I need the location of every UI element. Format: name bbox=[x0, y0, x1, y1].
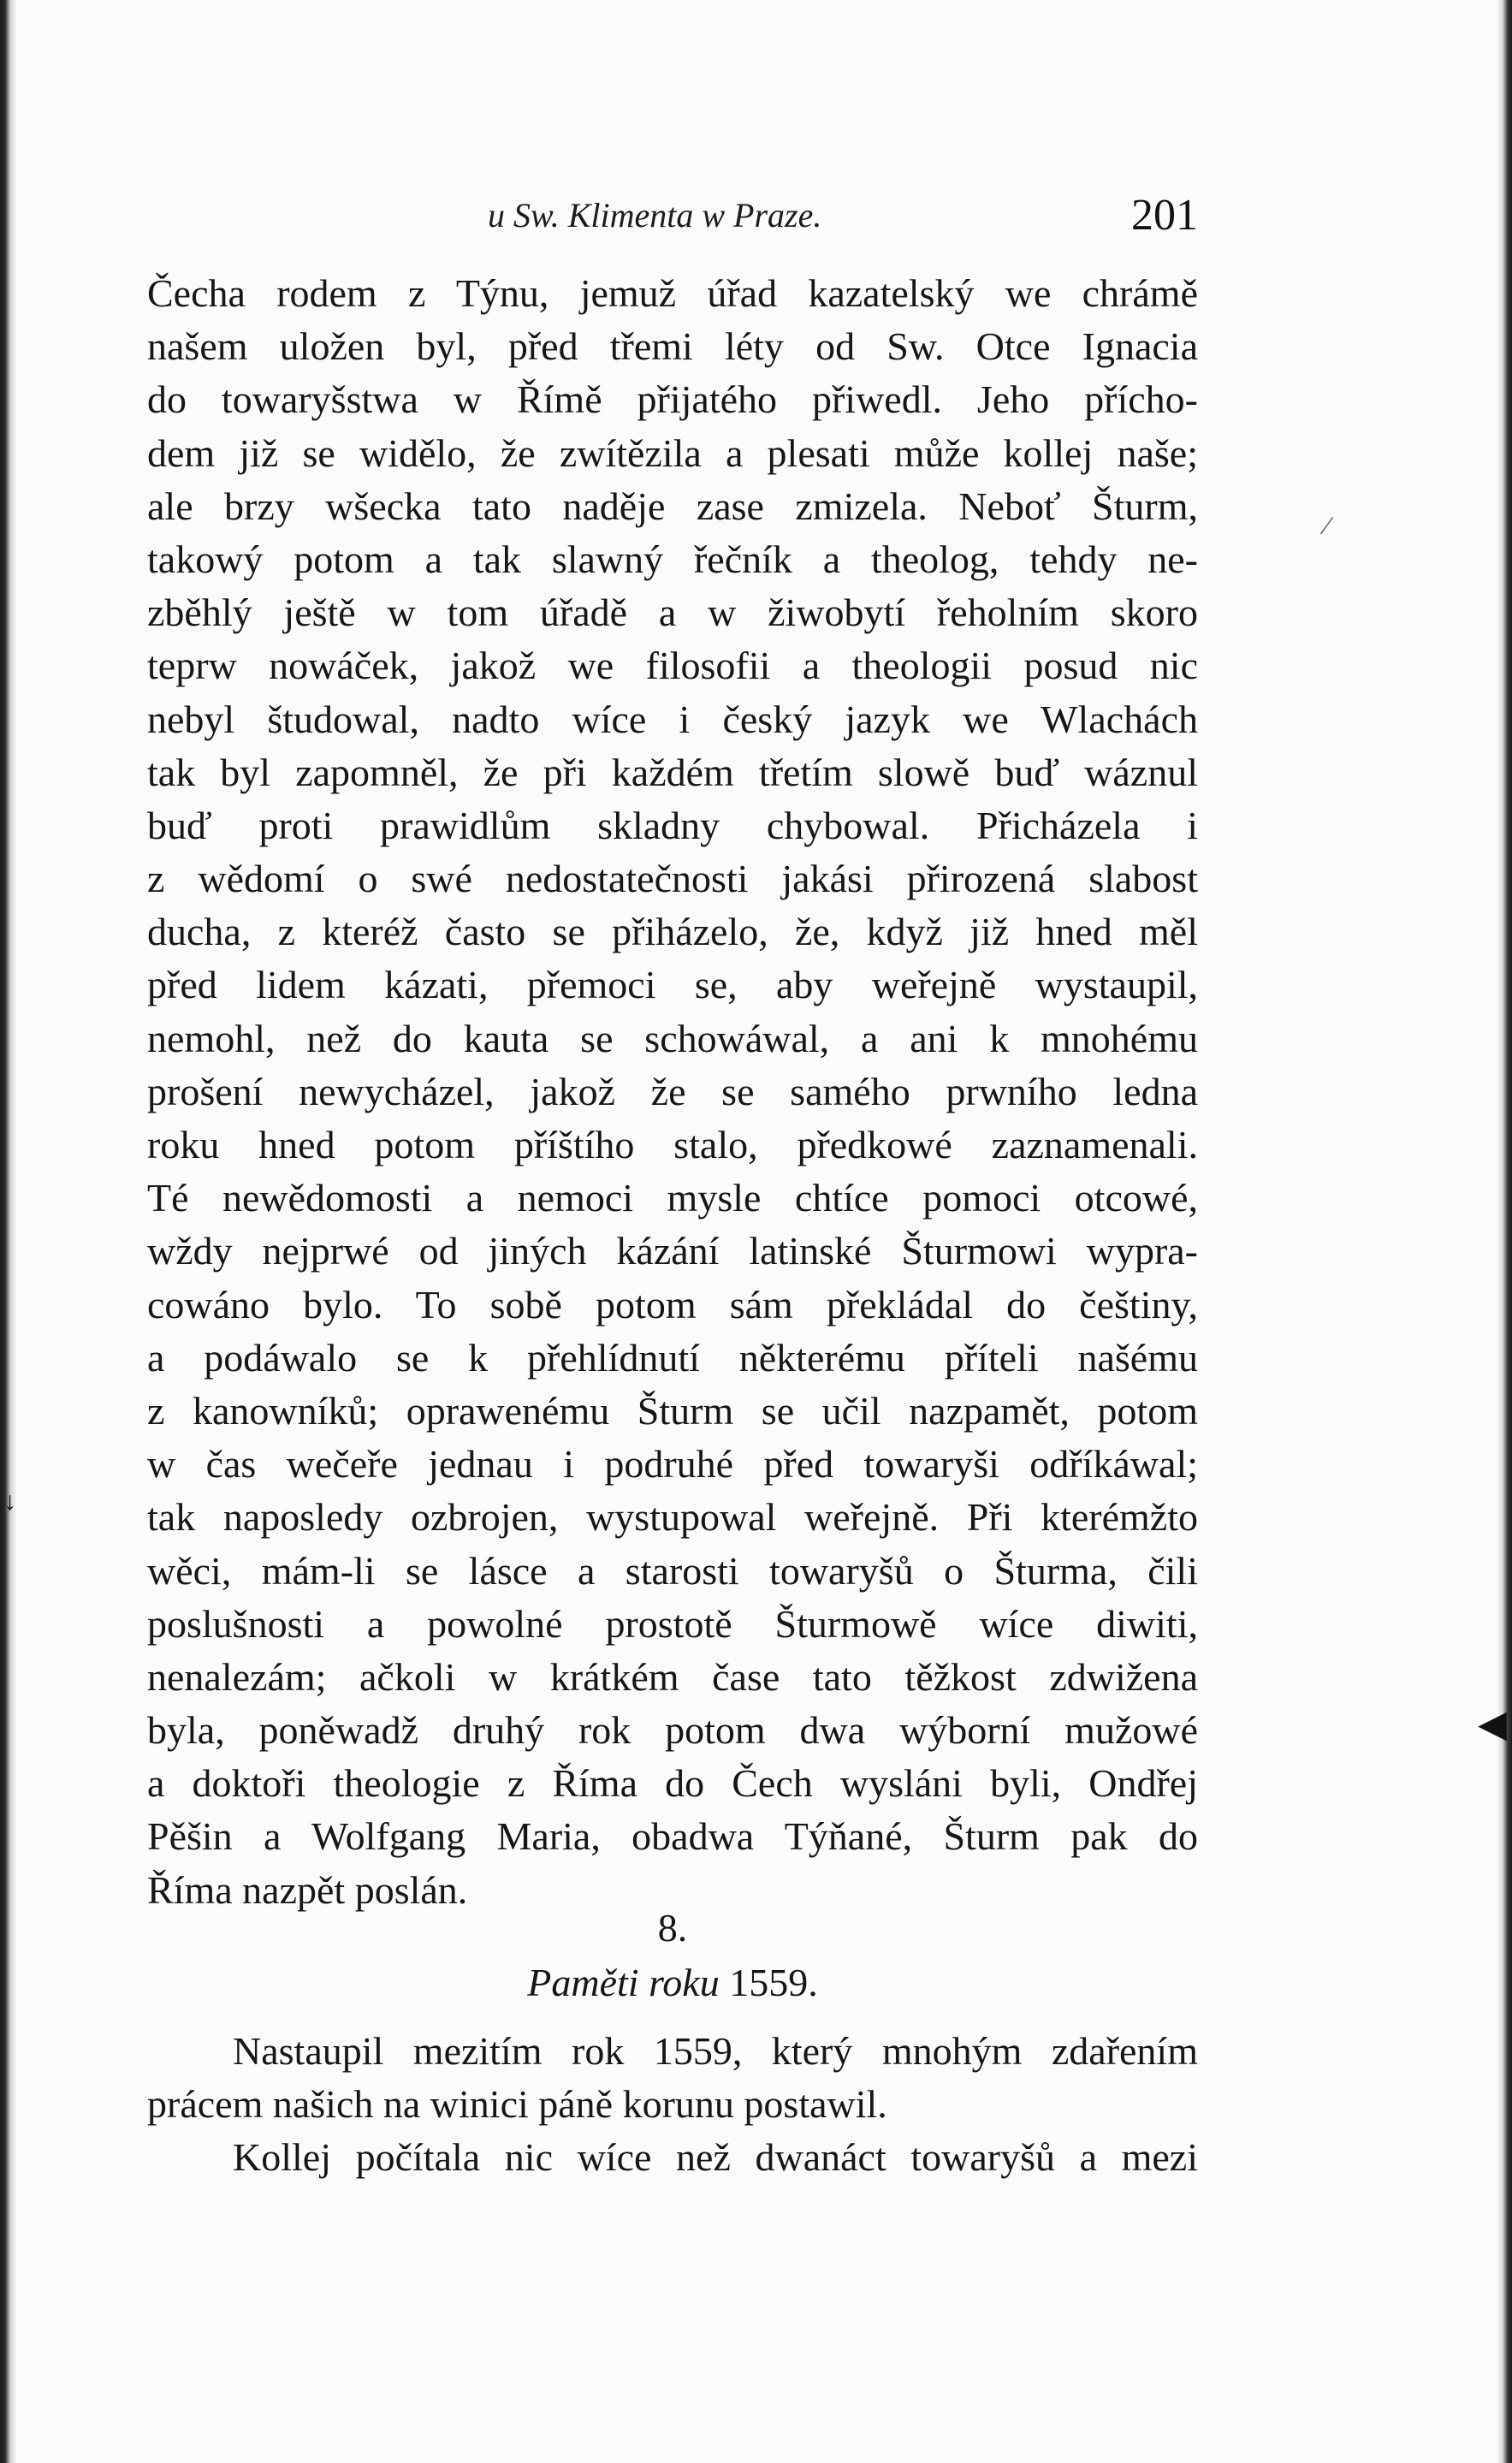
margin-tab-mark: ◀ bbox=[1478, 1703, 1507, 1745]
text-line: prošení newycházel, jakož že se samého prwního ledna bbox=[147, 1069, 1198, 1113]
text-line: w čas wečeře jednau i podruhé před towaryši odříkáwal; bbox=[147, 1442, 1198, 1487]
section-text bbox=[147, 2025, 1198, 2185]
text-line: wždy nejprwé od jiných kázání latinské Šturmowi wypra- bbox=[147, 1229, 1198, 1273]
text-line: Té newědomosti a nemoci mysle chtíce pomoci otcowé, bbox=[147, 1176, 1198, 1220]
text-line: a podáwalo se k přehlídnutí některému příteli našému bbox=[147, 1335, 1198, 1380]
text-line: nenalezám; ačkoli w krátkém čase tato těžkost zdwižena bbox=[147, 1654, 1198, 1699]
text-line: Kollej počítala nic wíce než dwanáct towaryšů a mezi bbox=[233, 2135, 1198, 2180]
text-line: tak byl zapomněl, že při každém třetím slowě buď wáznul bbox=[147, 750, 1198, 794]
section-year: 1559. bbox=[729, 1961, 818, 2004]
scan-left-edge bbox=[0, 0, 17, 2463]
text-line: buď proti prawidlům skladny chybowal. Přicházela i bbox=[147, 803, 1198, 847]
text-line: Nastaupil mezitím rok 1559, který mnohým zdařením bbox=[233, 2029, 1198, 2073]
text-line: Říma nazpět poslán. bbox=[147, 1867, 468, 1912]
text-line: cowáno bylo. To sobě potom sám překládal do češtiny, bbox=[147, 1282, 1198, 1326]
margin-pencil-mark: ⁄ bbox=[1325, 512, 1330, 540]
page-number: 201 bbox=[1131, 191, 1198, 240]
running-header bbox=[145, 190, 1198, 241]
text-line: ale brzy wšecka tato naděje zase zmizela. Neboť Šturm, bbox=[147, 484, 1198, 528]
text-line: byla, poněwadž druhý rok potom dwa wýborní mužowé bbox=[147, 1708, 1198, 1753]
text-line: zběhlý ještě w tom úřadě a w žiwobytí řeholním skoro bbox=[147, 591, 1198, 635]
text-line: z wědomí o swé nedostatečnosti jakási přirozená slabost bbox=[147, 857, 1198, 901]
scan-right-edge bbox=[1497, 0, 1512, 2463]
text-line: Čecha rodem z Týnu, jemuž úřad kazatelský we chrámě bbox=[147, 271, 1198, 315]
text-line: nebyl študowal, nadto wíce i český jazyk we Wlachách bbox=[147, 697, 1198, 741]
section-number: 8. bbox=[657, 1906, 688, 1950]
body-text bbox=[147, 267, 1198, 1917]
section-title: Paměti roku bbox=[527, 1961, 720, 2004]
text-line: roku hned potom příštího stalo, předkowé zaznamenali. bbox=[147, 1123, 1198, 1166]
text-line: a doktoři theologie z Říma do Čech wysláni byli, Ondřej bbox=[147, 1761, 1198, 1806]
text-line: z kanowníků; oprawenému Šturm se učil nazpamět, potom bbox=[147, 1388, 1198, 1433]
text-line: prácem našich na winici páně korunu postawil. bbox=[147, 2082, 887, 2127]
text-line: poslušnosti a powolné prostotě Šturmowě wíce diwiti, bbox=[147, 1601, 1198, 1646]
text-line: našem uložen byl, před třemi léty od Sw. Otce Ignacia bbox=[147, 324, 1198, 369]
text-line: před lidem kázati, přemoci se, aby weřejně wystaupil, bbox=[147, 963, 1198, 1007]
text-line: teprw nowáček, jakož we filosofii a theologii posud nic bbox=[147, 644, 1198, 688]
running-title: u Sw. Klimenta w Praze. bbox=[488, 196, 822, 234]
text-line: do towaryšstwa w Římě přijatého přiwedl. Jeho přícho- bbox=[147, 377, 1198, 422]
text-line: Pěšin a Wolfgang Maria, obadwa Týňané, Šturm pak do bbox=[147, 1814, 1198, 1859]
text-line: ducha, z kteréž často se přiházelo, že, když již hned měl bbox=[147, 910, 1198, 954]
text-line: tak naposledy ozbrojen, wystupowal weřejně. Při kterémžto bbox=[147, 1495, 1198, 1540]
text-line: wěci, mám-li se lásce a starosti towaryšů o Šturma, čili bbox=[147, 1548, 1198, 1593]
text-line: dem již se widělo, že zwítězila a plesati může kollej naše; bbox=[147, 430, 1198, 475]
margin-arrow-mark: ↓ bbox=[3, 1487, 16, 1516]
section-heading bbox=[147, 1956, 1198, 2009]
text-line: takowý potom a tak slawný řečník a theolog, tehdy ne- bbox=[147, 537, 1198, 581]
text-line: nemohl, než do kauta se schowáwal, a ani k mnohému bbox=[147, 1016, 1198, 1060]
